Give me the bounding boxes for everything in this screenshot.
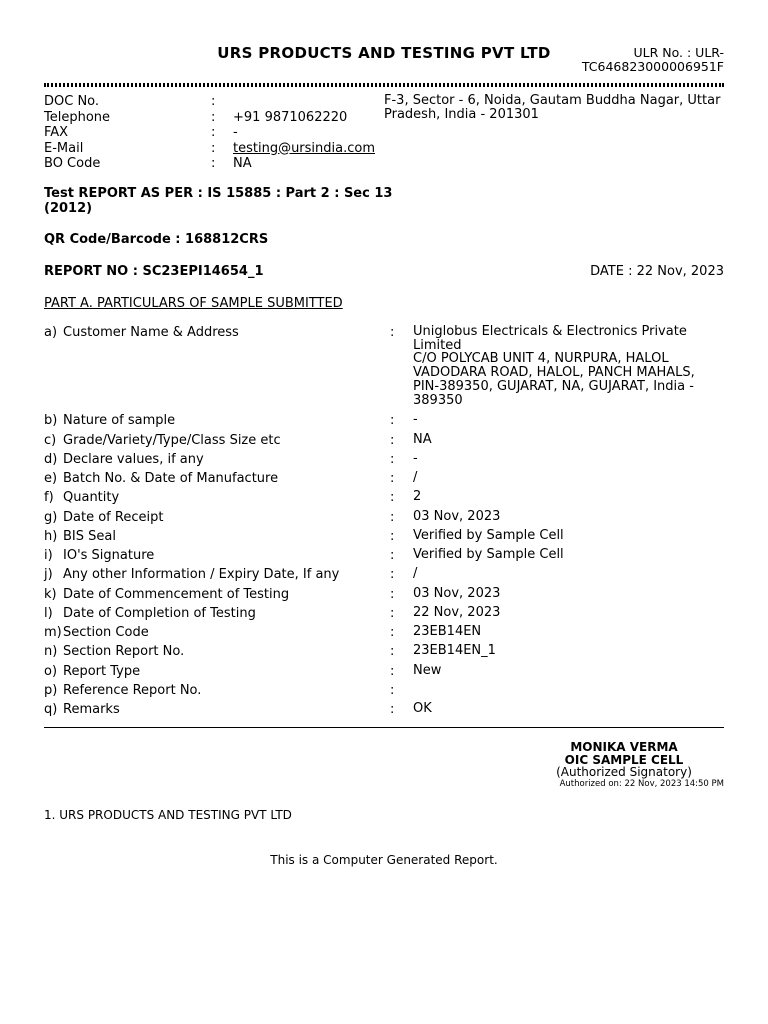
particular-letter: q)	[44, 702, 58, 717]
particular-row	[44, 433, 724, 449]
particular-label: Date of Receipt	[63, 510, 164, 525]
particular-value	[413, 664, 713, 678]
particular-value-line: Verified by Sample Cell	[413, 528, 564, 543]
contact-label: BO Code	[44, 156, 101, 171]
particular-colon: :	[390, 413, 395, 428]
particular-value	[413, 702, 713, 716]
particular-letter: l)	[44, 606, 53, 621]
particular-row	[44, 325, 724, 409]
particular-value	[413, 529, 713, 543]
qr-code-text: QR Code/Barcode : 168812CRS	[44, 232, 269, 247]
ulr-line-2: TC646823000006951F	[581, 59, 724, 74]
particular-colon: :	[390, 529, 395, 544]
particular-colon: :	[390, 433, 395, 448]
report-date: DATE : 22 Nov, 2023	[590, 264, 724, 279]
particular-value-line: /	[413, 470, 418, 485]
particular-value	[413, 567, 713, 581]
particular-letter: b)	[44, 413, 58, 428]
particular-label: IO's Signature	[63, 548, 155, 563]
particular-label: Reference Report No.	[63, 683, 202, 698]
contact-row-bo-code	[44, 156, 384, 172]
particular-value-line	[413, 683, 713, 697]
particular-letter: a)	[44, 325, 58, 340]
contact-label: FAX	[44, 125, 69, 140]
particular-letter: i)	[44, 548, 53, 563]
particular-value-line: New	[413, 663, 442, 678]
part-a-title: PART A. PARTICULARS OF SAMPLE SUBMITTED	[44, 296, 343, 311]
particular-colon: :	[390, 644, 395, 659]
particular-row	[44, 606, 724, 622]
particular-label: Nature of sample	[63, 413, 176, 428]
contact-row-email	[44, 141, 384, 157]
particular-value-line: VADODARA ROAD, HALOL, PANCH MAHALS,	[413, 365, 695, 381]
signatory-role: (Authorized Signatory)	[556, 765, 692, 779]
particular-colon: :	[390, 587, 395, 602]
particular-value	[413, 490, 713, 504]
particular-letter: h)	[44, 529, 58, 544]
particular-colon: :	[390, 548, 395, 563]
particular-letter: j)	[44, 567, 53, 582]
particular-colon: :	[390, 325, 395, 340]
report-page	[44, 0, 724, 1024]
particular-row	[44, 548, 724, 564]
ulr-number	[564, 46, 724, 74]
particular-colon: :	[390, 567, 395, 582]
contact-colon: :	[211, 156, 216, 171]
particular-value	[413, 625, 713, 639]
particular-value-line: NA	[413, 432, 432, 447]
contact-colon: :	[211, 109, 216, 125]
particular-letter: p)	[44, 683, 58, 698]
bo-code-value: NA	[233, 156, 252, 171]
particular-value-line: 03 Nov, 2023	[413, 509, 501, 524]
particular-label: Report Type	[63, 664, 141, 679]
particular-value-line: 2	[413, 489, 422, 504]
particular-letter: c)	[44, 433, 57, 448]
particular-label: Batch No. & Date of Manufacture	[63, 471, 279, 486]
particular-value	[413, 433, 713, 447]
contact-colon: :	[211, 140, 216, 156]
particular-label: Customer Name & Address	[63, 325, 239, 340]
particular-label: Any other Information / Expiry Date, If any	[63, 567, 340, 582]
contact-colon: :	[211, 94, 216, 109]
contact-label: DOC No.	[44, 94, 100, 109]
test-standard-line: Test REPORT AS PER : IS 15885 : Part 2 : Sec 13	[44, 186, 393, 201]
particular-row	[44, 452, 724, 468]
particular-row	[44, 510, 724, 526]
particular-label: Date of Completion of Testing	[63, 606, 256, 621]
particular-value-line: /	[413, 566, 418, 581]
address-line: Pradesh, India - 201301	[384, 107, 539, 122]
particular-row	[44, 587, 724, 603]
particular-row	[44, 529, 724, 545]
contact-colon: :	[211, 125, 216, 140]
particular-label: Date of Commencement of Testing	[63, 587, 290, 602]
particular-value-line: Verified by Sample Cell	[413, 547, 564, 562]
footer-company-line: 1. URS PRODUCTS AND TESTING PVT LTD	[44, 808, 292, 822]
particular-colon: :	[390, 625, 395, 640]
particular-colon: :	[390, 664, 395, 679]
address-line: F-3, Sector - 6, Noida, Gautam Buddha Nagar, Uttar	[384, 93, 721, 108]
particular-colon: :	[390, 490, 395, 505]
authorized-on: Authorized on: 22 Nov, 2023 14:50 PM	[559, 779, 724, 789]
particular-value-line: 22 Nov, 2023	[413, 605, 501, 620]
particular-row	[44, 664, 724, 680]
particular-value-line: 389350	[413, 392, 463, 408]
particular-row	[44, 413, 724, 429]
particular-value	[413, 548, 713, 562]
computer-generated-note: This is a Computer Generated Report.	[270, 853, 498, 867]
email-link[interactable]: testing@ursindia.com	[233, 140, 376, 156]
contact-row-fax	[44, 125, 384, 141]
particular-letter: d)	[44, 452, 58, 467]
ulr-line-1: ULR No. : ULR-	[633, 45, 724, 60]
particular-letter: n)	[44, 644, 58, 659]
particular-label: Remarks	[63, 702, 120, 717]
particular-colon: :	[390, 683, 395, 698]
particular-label: Declare values, if any	[63, 452, 204, 467]
contact-details	[44, 94, 384, 172]
particular-letter: k)	[44, 587, 57, 602]
particular-colon: :	[390, 606, 395, 621]
particular-label: BIS Seal	[63, 529, 116, 544]
particular-value-line: -	[413, 451, 418, 466]
particular-colon: :	[390, 510, 395, 525]
test-standard	[44, 186, 394, 216]
test-standard-line: (2012)	[44, 201, 93, 216]
particular-label: Section Code	[63, 625, 149, 640]
signatory-name: MONIKA VERMA	[570, 740, 678, 754]
particular-row	[44, 625, 724, 641]
signatory-title: OIC SAMPLE CELL	[564, 752, 684, 767]
particular-value-line: 23EB14EN_1	[413, 643, 496, 658]
particular-row	[44, 490, 724, 506]
particular-letter: f)	[44, 490, 54, 505]
particular-value-line: C/O POLYCAB UNIT 4, NURPURA, HALOL	[413, 351, 669, 367]
telephone-value: +91 9871062220	[233, 109, 348, 125]
contact-row-doc-no	[44, 94, 384, 110]
particular-colon: :	[390, 702, 395, 717]
particular-value-line: Limited	[413, 337, 462, 353]
particular-row	[44, 644, 724, 660]
particular-value	[413, 644, 713, 658]
particular-value-line: 03 Nov, 2023	[413, 586, 501, 601]
particular-value-line: 23EB14EN	[413, 624, 482, 639]
particular-value	[413, 325, 713, 407]
particular-value-line: Uniglobus Electricals & Electronics Private	[413, 324, 687, 339]
particular-row	[44, 471, 724, 487]
company-name: URS PRODUCTS AND TESTING PVT LTD	[217, 44, 551, 62]
contact-label: E-Mail	[44, 140, 84, 156]
particular-letter: o)	[44, 664, 58, 679]
signatory-block	[524, 741, 724, 790]
particular-value-line: PIN-389350, GUJARAT, NA, GUJARAT, India -	[413, 378, 694, 394]
particular-colon: :	[390, 471, 395, 486]
contact-label: Telephone	[44, 109, 111, 125]
particular-letter: g)	[44, 510, 58, 525]
particular-value-line: -	[413, 412, 418, 427]
particular-value	[413, 413, 713, 427]
contact-row-telephone	[44, 110, 384, 126]
particular-row	[44, 683, 724, 699]
particular-letter: m)	[44, 625, 62, 640]
particular-label: Quantity	[63, 490, 120, 505]
particular-value	[413, 606, 713, 620]
dotted-divider	[44, 83, 724, 87]
report-number: REPORT NO : SC23EPI14654_1	[44, 264, 264, 279]
particular-row	[44, 567, 724, 583]
report-header	[44, 44, 724, 84]
particular-value	[413, 587, 713, 601]
particular-value	[413, 510, 713, 524]
particular-colon: :	[390, 452, 395, 467]
particular-label: Grade/Variety/Type/Class Size etc	[63, 433, 281, 448]
horizontal-rule	[44, 727, 724, 728]
particular-value	[413, 471, 713, 485]
particular-value	[413, 683, 713, 697]
company-address	[384, 94, 724, 122]
particular-label: Section Report No.	[63, 644, 185, 659]
particular-row	[44, 702, 724, 718]
particular-value	[413, 452, 713, 466]
particular-value-line: OK	[413, 701, 432, 716]
fax-value: -	[233, 125, 238, 140]
particular-letter: e)	[44, 471, 58, 486]
